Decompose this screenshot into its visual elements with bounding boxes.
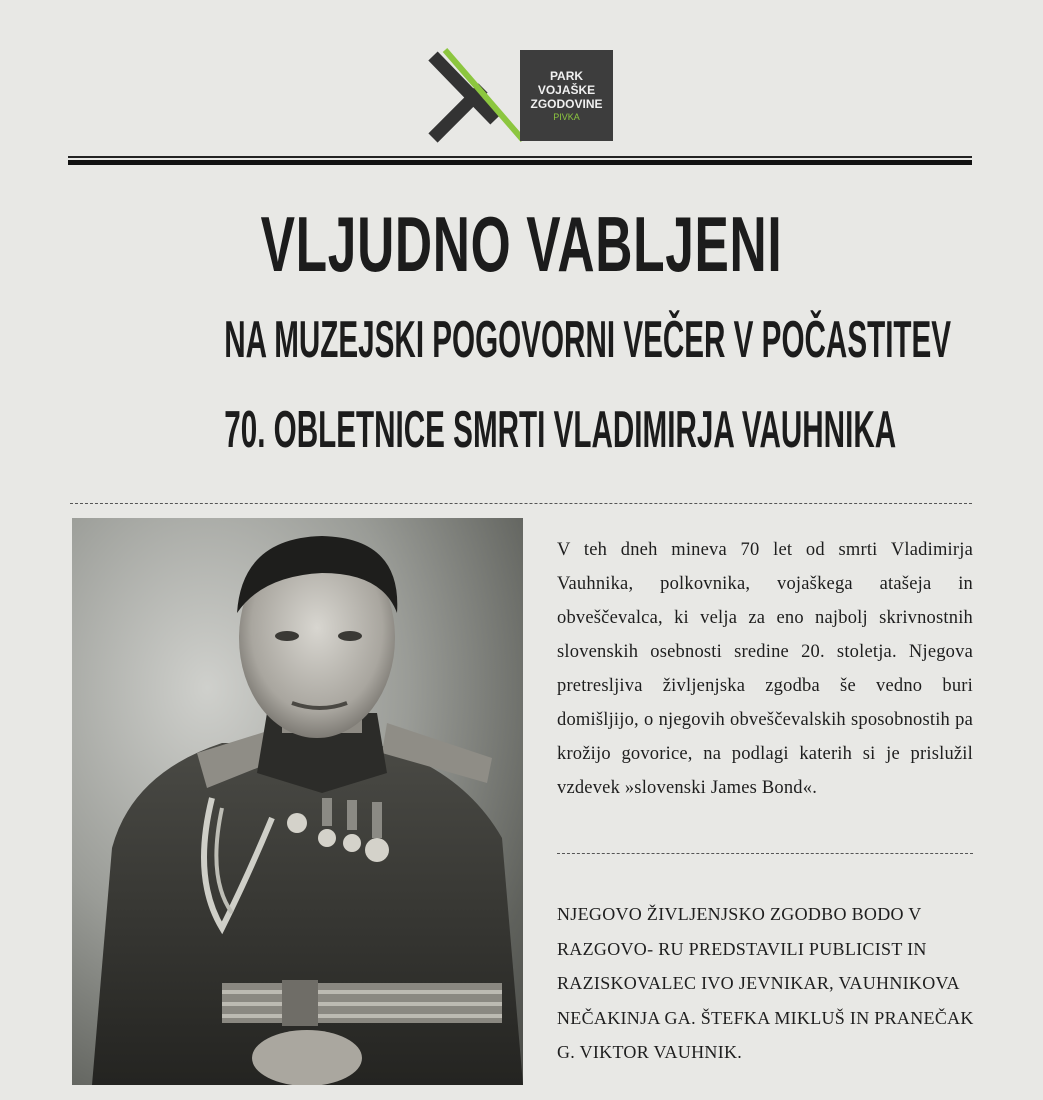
logo-wordmark [520,50,613,141]
top-divider [68,156,972,165]
intro-paragraph: V teh dneh mineva 70 let od smrti Vladimirja Vauhnika, polkovnika, vojaškega atašeja in obveščevalca, ki velja za eno najbolj skrivnostnih slovenskih osebnosti sredine 20. stoletja. Njegova pretresljiva življenjska zgodba še vedno buri domišljijo, o njegovih obveščevalskih sposobnostih pa krožijo govorice, na podlagi katerih si je prislužil vzdevek »slovenski James Bond«. [557,540,973,798]
logo-line-2: VOJAŠKE [537,82,596,97]
page-title: VLJUDNO VABLJENI [260,200,783,288]
logo-line-3: ZGODOVINE [530,96,603,111]
subtitle-line-1: NA MUZEJSKI POGOVORNI VEČER V POČASTITEV [224,311,952,369]
paragraph-divider [557,853,973,854]
logo-line-4: PIVKA [553,111,580,122]
portrait-photo [72,518,523,1085]
officer-portrait-illustration [72,518,523,1085]
crossed-rifles-icon [425,48,535,144]
section-divider [70,503,972,504]
logo-line-1: PARK [549,68,584,83]
subtitle-line-2: 70. OBLETNICE SMRTI VLADIMIRJA VAUHNIKA [224,401,897,459]
park-logo [425,48,615,144]
speakers-paragraph: NJEGOVO ŽIVLJENJSKO ZGODBO BODO V RAZGOVO- RU PREDSTAVILI PUBLICIST IN RAZISKOVALEC IVO JEVNIKAR, VAUHNIKOVA NEČAKINJA GA. ŠTEFKA MIKLUŠ IN PRANEČAK G. VIKTOR VAUHNIK. [557,904,974,1062]
